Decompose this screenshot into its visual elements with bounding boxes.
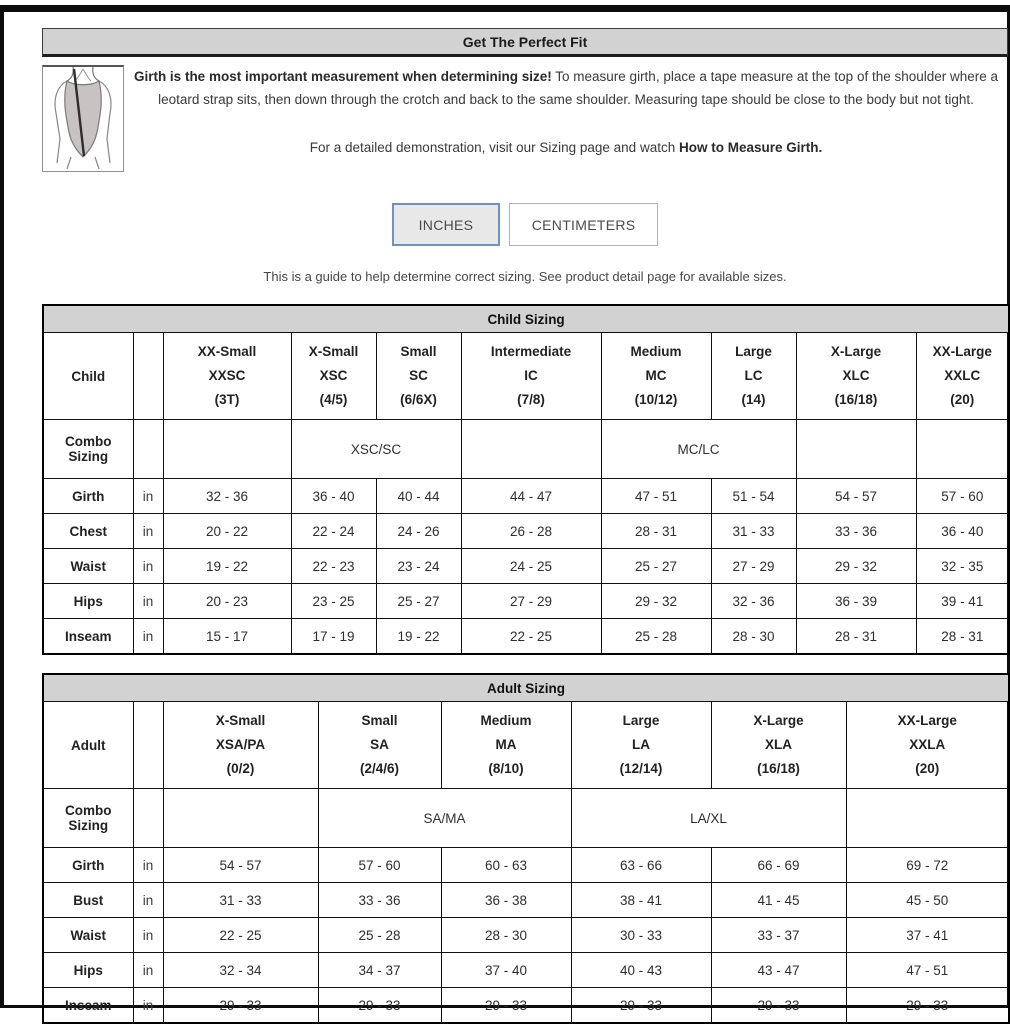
intro-text-column [124, 65, 1008, 160]
size-cell: 51 - 54 [711, 479, 796, 514]
size-cell: 26 - 28 [461, 514, 601, 549]
page-title: Get The Perfect Fit [42, 28, 1008, 57]
size-cell: 34 - 37 [318, 953, 441, 988]
child-col-x-small: X-Small XSC (4/5) [291, 333, 376, 420]
size-cell: 36 - 40 [916, 514, 1009, 549]
size-cell: 29 - 32 [796, 549, 916, 584]
size-cell: 31 - 33 [163, 883, 318, 918]
child-col-xx-small: XX-Small XXSC (3T) [163, 333, 291, 420]
child-col-medium: Medium MC (10/12) [601, 333, 711, 420]
child-col-small: Small SC (6/6X) [376, 333, 461, 420]
size-cell: 28 - 30 [441, 918, 571, 953]
size-cell: 45 - 50 [846, 883, 1009, 918]
size-cell: 19 - 22 [376, 619, 461, 655]
size-cell: 63 - 66 [571, 848, 711, 883]
adult-table-title: Adult Sizing [43, 674, 1009, 702]
child-header-row [43, 333, 1009, 420]
size-cell: 36 - 40 [291, 479, 376, 514]
size-cell: 25 - 28 [318, 918, 441, 953]
demo-bold-text: How to Measure Girth. [678, 140, 823, 156]
empty-cell [163, 789, 318, 848]
size-cell: 22 - 23 [291, 549, 376, 584]
size-cell: 32 - 36 [163, 479, 291, 514]
size-cell: 47 - 51 [601, 479, 711, 514]
size-cell: 29 - 33 [571, 988, 711, 1024]
inches-button[interactable]: INCHES [392, 203, 501, 246]
page-content [42, 28, 1008, 1024]
size-cell: 36 - 38 [441, 883, 571, 918]
adult-sizing-table [42, 673, 1010, 1024]
size-cell: 33 - 36 [796, 514, 916, 549]
child-combo-mc-lc: MC/LC [601, 420, 796, 479]
size-cell: 22 - 25 [461, 619, 601, 655]
size-cell: 54 - 57 [163, 848, 318, 883]
size-cell: 28 - 31 [916, 619, 1009, 655]
size-cell: 25 - 27 [376, 584, 461, 619]
size-cell: 69 - 72 [846, 848, 1009, 883]
size-cell: 32 - 36 [711, 584, 796, 619]
combo-sizing-label: Combo Sizing [43, 789, 133, 848]
size-cell: 23 - 24 [376, 549, 461, 584]
child-col-large: Large LC (14) [711, 333, 796, 420]
size-cell: 29 - 33 [846, 988, 1009, 1024]
adult-col-small: Small SA (2/4/6) [318, 702, 441, 789]
child-chest-row: Chest in 20 - 22 22 - 24 24 - 26 26 - 28 28 - 31 31 - 33 33 - 36 36 - 40 [43, 514, 1009, 549]
size-cell: 57 - 60 [318, 848, 441, 883]
size-cell: 25 - 28 [601, 619, 711, 655]
child-row-header: Child [43, 333, 133, 420]
size-cell: 40 - 43 [571, 953, 711, 988]
size-cell: 40 - 44 [376, 479, 461, 514]
adult-header-row [43, 702, 1009, 789]
sizing-note: This is a guide to help determine correct sizing. See product detail page for available sizes. [263, 269, 787, 284]
empty-cell [163, 420, 291, 479]
child-col-x-large: X-Large XLC (16/18) [796, 333, 916, 420]
size-cell: 29 - 33 [711, 988, 846, 1024]
size-cell: 32 - 35 [916, 549, 1009, 584]
size-cell: 28 - 30 [711, 619, 796, 655]
empty-cell [133, 420, 163, 479]
adult-combo-sa-ma: SA/MA [318, 789, 571, 848]
adult-row-header: Adult [43, 702, 133, 789]
size-cell: 19 - 22 [163, 549, 291, 584]
centimeters-button[interactable]: CENTIMETERS [509, 203, 659, 246]
empty-cell [133, 702, 163, 789]
size-cell: 24 - 26 [376, 514, 461, 549]
adult-col-x-large: X-Large XLA (16/18) [711, 702, 846, 789]
leotard-figure-icon [43, 67, 121, 169]
adult-combo-la-xl: LA/XL [571, 789, 846, 848]
adult-bust-row: Bust in 31 - 33 33 - 36 36 - 38 38 - 41 41 - 45 45 - 50 [43, 883, 1009, 918]
size-cell: 36 - 39 [796, 584, 916, 619]
child-col-xx-large: XX-Large XXLC (20) [916, 333, 1009, 420]
size-cell: 33 - 37 [711, 918, 846, 953]
size-cell: 27 - 29 [461, 584, 601, 619]
size-cell: 44 - 47 [461, 479, 601, 514]
size-cell: 38 - 41 [571, 883, 711, 918]
size-cell: 31 - 33 [711, 514, 796, 549]
size-cell: 37 - 41 [846, 918, 1009, 953]
demo-paragraph [130, 136, 1002, 159]
child-combo-xsc-sc: XSC/SC [291, 420, 461, 479]
size-cell: 22 - 24 [291, 514, 376, 549]
combo-sizing-label: Combo Sizing [43, 420, 133, 479]
girth-measurement-figure [42, 65, 124, 172]
child-table-title: Child Sizing [43, 305, 1009, 333]
size-cell: 27 - 29 [711, 549, 796, 584]
size-cell: 29 - 33 [163, 988, 318, 1024]
adult-girth-row: Girth in 54 - 57 57 - 60 60 - 63 63 - 66 66 - 69 69 - 72 [43, 848, 1009, 883]
size-cell: 33 - 36 [318, 883, 441, 918]
size-cell: 20 - 23 [163, 584, 291, 619]
empty-cell [133, 333, 163, 420]
size-cell: 29 - 32 [601, 584, 711, 619]
adult-inseam-row: Inseam in 29 - 33 29 - 33 29 - 33 29 - 33 29 - 33 29 - 33 [43, 988, 1009, 1024]
size-cell: 66 - 69 [711, 848, 846, 883]
size-cell: 54 - 57 [796, 479, 916, 514]
size-cell: 37 - 40 [441, 953, 571, 988]
child-waist-row: Waist in 19 - 22 22 - 23 23 - 24 24 - 25 25 - 27 27 - 29 29 - 32 32 - 35 [43, 549, 1009, 584]
child-sizing-table [42, 304, 1010, 655]
size-cell: 28 - 31 [601, 514, 711, 549]
child-inseam-row: Inseam in 15 - 17 17 - 19 19 - 22 22 - 25 25 - 28 28 - 30 28 - 31 28 - 31 [43, 619, 1009, 655]
size-cell: 17 - 19 [291, 619, 376, 655]
size-cell: 30 - 33 [571, 918, 711, 953]
demo-regular-text: For a detailed demonstration, visit our Sizing page and watch [309, 140, 679, 156]
adult-hips-row: Hips in 32 - 34 34 - 37 37 - 40 40 - 43 43 - 47 47 - 51 [43, 953, 1009, 988]
size-cell: 15 - 17 [163, 619, 291, 655]
size-cell: 28 - 31 [796, 619, 916, 655]
empty-cell [133, 789, 163, 848]
child-girth-row: Girth in 32 - 36 36 - 40 40 - 44 44 - 47 47 - 51 51 - 54 54 - 57 57 - 60 [43, 479, 1009, 514]
unit-toggle [42, 203, 1008, 246]
child-col-intermediate: Intermediate IC (7/8) [461, 333, 601, 420]
size-cell: 25 - 27 [601, 549, 711, 584]
size-cell: 57 - 60 [916, 479, 1009, 514]
adult-combo-row [43, 789, 1009, 848]
empty-cell [846, 789, 1009, 848]
empty-cell [796, 420, 916, 479]
adult-col-medium: Medium MA (8/10) [441, 702, 571, 789]
size-cell: 32 - 34 [163, 953, 318, 988]
size-cell: 29 - 33 [441, 988, 571, 1024]
intro-paragraph [130, 65, 1002, 111]
child-combo-row [43, 420, 1009, 479]
adult-col-x-small: X-Small XSA/PA (0/2) [163, 702, 318, 789]
size-cell: 39 - 41 [916, 584, 1009, 619]
size-cell: 22 - 25 [163, 918, 318, 953]
empty-cell [916, 420, 1009, 479]
size-cell: 41 - 45 [711, 883, 846, 918]
size-cell: 47 - 51 [846, 953, 1009, 988]
size-cell: 43 - 47 [711, 953, 846, 988]
size-cell: 23 - 25 [291, 584, 376, 619]
intro-bold-text: Girth is the most important measurement when determining size! [133, 69, 552, 84]
adult-col-large: Large LA (12/14) [571, 702, 711, 789]
adult-waist-row: Waist in 22 - 25 25 - 28 28 - 30 30 - 33 33 - 37 37 - 41 [43, 918, 1009, 953]
adult-col-xx-large: XX-Large XXLA (20) [846, 702, 1009, 789]
size-cell: 29 - 33 [318, 988, 441, 1024]
page-frame [0, 5, 1010, 1013]
child-hips-row: Hips in 20 - 23 23 - 25 25 - 27 27 - 29 29 - 32 32 - 36 36 - 39 39 - 41 [43, 584, 1009, 619]
size-cell: 20 - 22 [163, 514, 291, 549]
empty-cell [461, 420, 601, 479]
size-cell: 60 - 63 [441, 848, 571, 883]
size-cell: 24 - 25 [461, 549, 601, 584]
intro-section [42, 65, 1008, 172]
intro-regular-text: To measure girth, place a tape measure at the top of the shoulder where a leotard strap sits, then down through the crotch and back to the same shoulder. Measuring tape should be close to the body but not tight. [158, 69, 999, 108]
